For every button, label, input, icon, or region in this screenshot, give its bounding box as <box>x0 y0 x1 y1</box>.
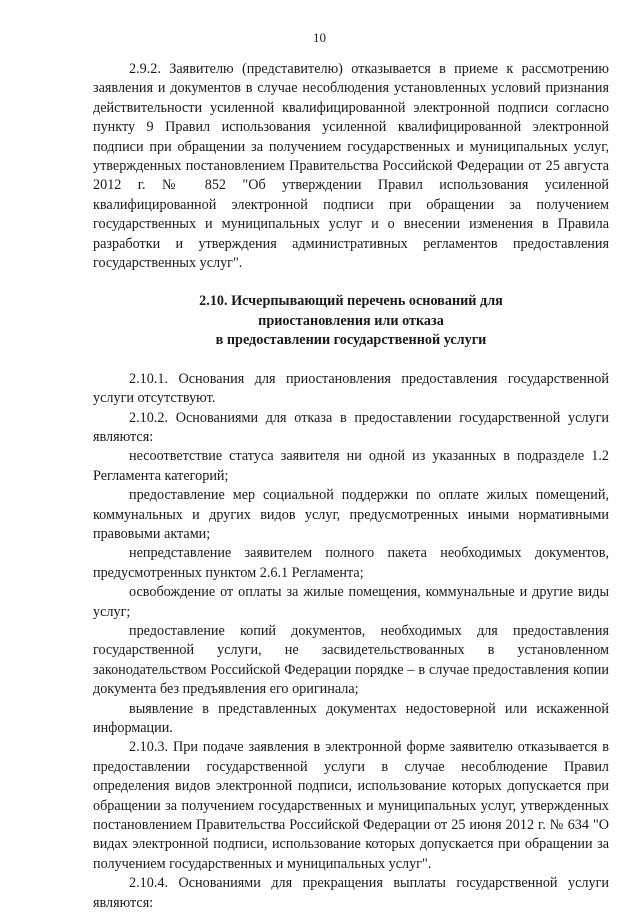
document-body <box>93 60 609 913</box>
section-heading-2-10 <box>93 292 609 350</box>
ground-item: предоставление копий документов, необходимых для предоставления государственной услуги, не засвидетельствованных в установленном законодательством Российской Федерации порядке – в случае предоставления копии документа без предъявления его оригинала; <box>93 622 609 698</box>
paragraph-2-10-4: 2.10.4. Основаниями для прекращения выплаты государственной услуги являются: <box>93 875 609 911</box>
ground-item: освобождение от оплаты за жилые помещения, коммунальные и другие виды услуг; <box>93 584 609 620</box>
paragraph-2-9-2: 2.9.2. Заявителю (представителю) отказывается в приеме к рассмотрению заявления и документов в случае несоблюдения установленных условий признания действительности усиленной квалифицированной электронной подписи согласно пункту 9 Правил использования усиленной квалифицированной электронной подписи при обращении за получением государственных и муниципальных услуг, утвержденных постановлением Правительства Российской Федерации от 25 августа 2012 г. № 852 "Об утверждении Правил использования усиленной квалифицированной электронной подписи при обращении за получением государственных и муниципальных услуг и о внесении изменения в Правила разработки и утверждения административных регламентов предоставления государственных услуг". <box>93 61 609 272</box>
page-number: 10 <box>313 30 326 45</box>
paragraph-2-10-1: 2.10.1. Основания для приостановления предоставления государственной услуги отсутствуют. <box>93 370 609 407</box>
ground-item: несоответствие статуса заявителя ни одной из указанных в подразделе 1.2 Регламента категорий; <box>93 448 609 484</box>
ground-item: непредставление заявителем полного пакета необходимых документов, предусмотренных пунктом 2.6.1 Регламента; <box>93 545 609 581</box>
ground-item: выявление в представленных документах недостоверной или искаженной информации. <box>93 700 609 736</box>
heading-line-1: 2.10. Исчерпывающий перечень оснований для <box>199 293 503 310</box>
paragraph-2-10-3: 2.10.3. При подаче заявления в электронной форме заявителю отказывается в предоставлении государственной услуги в случае несоблюдение Правил определения видов электронной подписи, использование которых допускается при обращении за получением государственных и муниципальных услуг, утвержденных постановлением Правительства Российской Федерации от 25 июня 2012 г. № 634 "О видах электронной подписи, использование которых допускается при обращении за получением государственных и муниципальных услуг". <box>93 739 609 872</box>
heading-line-2: приостановления или отказа <box>258 312 444 329</box>
ground-item: предоставление мер социальной поддержки по оплате жилых помещений, коммунальных и других видов услуг, предусмотренных иными нормативными правовыми актами; <box>93 487 609 542</box>
heading-line-3: в предоставлении государственной услуги <box>215 332 487 349</box>
paragraph-2-10-2: 2.10.2. Основаниями для отказа в предоставлении государственной услуги являются: <box>93 409 609 445</box>
